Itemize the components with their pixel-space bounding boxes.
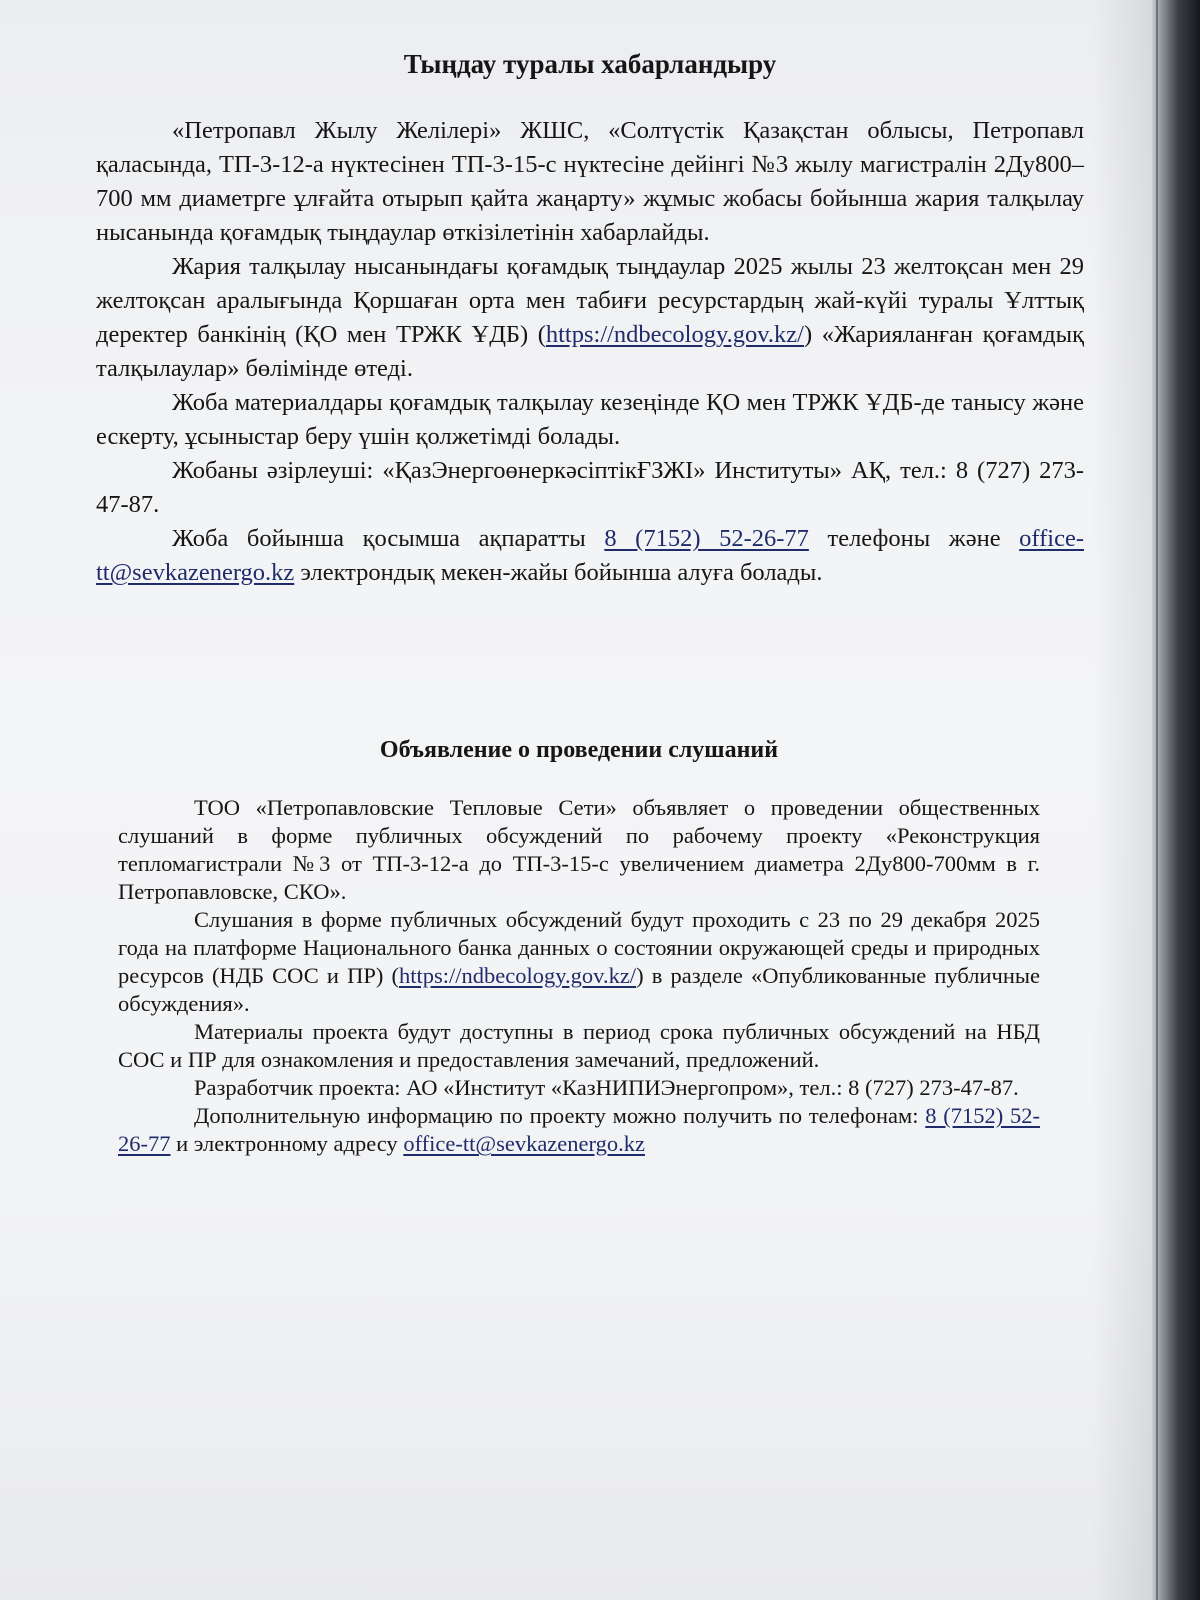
russian-schedule-text: Слушания в форме публичных обсуждений будут проходить с 23 по 29 декабря 2025 года на платформе Национального банка данных о состоянии окружающей среды и природных ресурсов (НДБ СОС и ПР) ( xyxy=(118,907,1040,988)
kazakh-schedule-text: Жария талқылау нысанындағы қоғамдық тыңдаулар 2025 жылы 23 желтоқсан мен 29 желтоқсан аралығында Қоршаған орта мен табиғи ресурстардың жай-күйі туралы Ұлттық деректер банкінің (ҚО мен ТРЖК ҰДБ) ( xyxy=(96,253,1084,348)
russian-portal-link[interactable]: https://ndbecology.gov.kz/ xyxy=(399,963,637,988)
kazakh-contacts-text: Жоба бойынша қосымша ақпаратты xyxy=(172,525,605,552)
kazakh-contacts-end: электрондық мекен-жайы бойынша алуға болады. xyxy=(294,559,823,586)
kazakh-schedule-text-end: ) «Жарияланған қоғамдық талқылаулар» бөлімінде өтеді. xyxy=(96,321,1084,382)
kazakh-contacts-middle: телефоны және xyxy=(808,525,1020,552)
russian-phone-link[interactable]: 8 (7152) 52-26-77 xyxy=(118,1103,1040,1156)
kazakh-notice xyxy=(96,44,1084,590)
russian-email-link[interactable]: office-tt@sevkazenergo.kz xyxy=(403,1131,645,1156)
russian-paragraph-developer: Разработчик проекта: АО «Институт «КазНИПИЭнергопром», тел.: 8 (727) 273-47-87. xyxy=(194,1075,1019,1100)
glass-frame-edge xyxy=(1152,0,1200,1600)
russian-notice xyxy=(118,730,1040,1158)
kazakh-title: Тыңдау туралы хабарландыру xyxy=(403,49,777,79)
russian-contacts-text: Дополнительную информацию по проекту можно получить по телефонам: xyxy=(194,1103,926,1128)
russian-schedule-text-end: ) в разделе «Опубликованные публичные обсуждения». xyxy=(118,963,1040,1016)
kazakh-portal-link[interactable]: https://ndbecology.gov.kz/ xyxy=(545,321,804,348)
kazakh-paragraph-developer: Жобаны әзірлеуші: «ҚазЭнергоөнеркәсіптікҒЗЖІ» Институты» АҚ, тел.: 8 (727) 273-47-87. xyxy=(96,457,1084,518)
russian-paragraph-schedule xyxy=(118,906,1040,1018)
kazakh-paragraph-contacts xyxy=(96,522,1084,590)
russian-title: Объявление о проведении слушаний xyxy=(379,737,779,763)
kazakh-paragraph-announcement: «Петропавл Жылу Желілері» ЖШС, «Солтүстік Қазақстан облысы, Петропавл қаласында, ТП-3-12-а нүктесінен ТП-3-15-с нүктесіне дейінгі №3 жылу магистралін 2Ду800–700 мм диаметрге ұлғайта отырып қайта жаңарту» жұмыс жобасы бойынша жария талқылау нысанында қоғамдық тыңдаулар өткізілетінін хабарлайды. xyxy=(96,117,1084,246)
russian-paragraph-announcement: ТОО «Петропавловские Тепловые Сети» объявляет о проведении общественных слушаний в форме публичных обсуждений по рабочему проекту «Реконструкция тепломагистрали №3 от ТП-3-12-а до ТП-3-15-с увеличением диаметра 2Ду800-700мм в г. Петропавловске, СКО». xyxy=(118,795,1040,904)
russian-paragraph-materials: Материалы проекта будут доступны в период срока публичных обсуждений на НБД СОС и ПР для ознакомления и предоставления замечаний, предложений. xyxy=(118,1019,1040,1072)
kazakh-phone-link[interactable]: 8 (7152) 52-26-77 xyxy=(604,525,809,552)
kazakh-email-link[interactable]: office-tt@sevkazenergo.kz xyxy=(96,525,1085,586)
russian-contacts-middle: и электронному адресу xyxy=(170,1131,404,1156)
russian-paragraph-contacts xyxy=(118,1102,1040,1158)
kazakh-paragraph-schedule xyxy=(96,250,1084,386)
frame-edge-line xyxy=(1156,0,1158,1600)
kazakh-paragraph-materials: Жоба материалдары қоғамдық талқылау кезеңінде ҚО мен ТРЖК ҰДБ-де танысу және ескерту, ұсыныстар беру үшін қолжетімді болады. xyxy=(96,389,1084,450)
